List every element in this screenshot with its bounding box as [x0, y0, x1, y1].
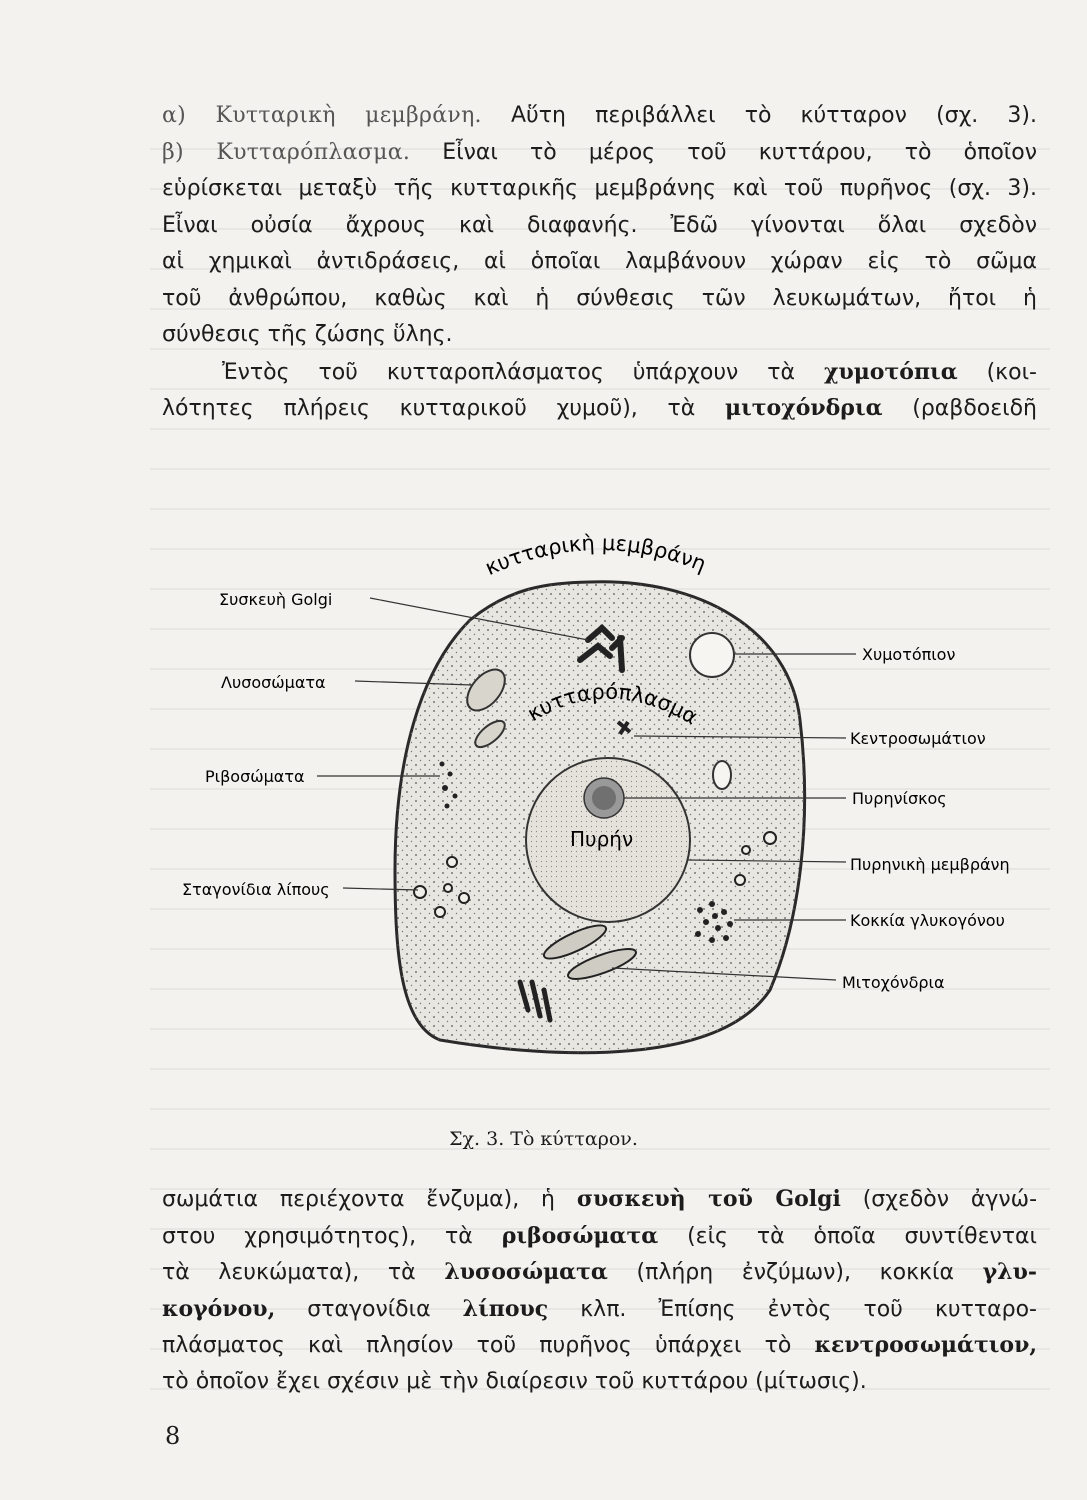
- text-span: Ἐντὸς τοῦ κυτταροπλάσματος ὑπάρχουν τὰ: [222, 359, 796, 385]
- text-line: [162, 1181, 1037, 1218]
- vacuole: [690, 633, 734, 677]
- text-line: [162, 354, 1037, 391]
- text-line: τὸ ὁποῖον ἔχει σχέσιν μὲ τὴν διαίρεσιν τοῦ κυττάρου (μίτωσις).: [162, 1368, 867, 1394]
- label-golgi: Συσκευὴ Golgi: [219, 590, 333, 609]
- label-nuclear-membrane: Πυρηνικὴ μεμβράνη: [850, 855, 1010, 874]
- bold-term: κογόνου,: [162, 1295, 276, 1322]
- text-span: λότητες πλήρεις κυτταρικοῦ χυμοῦ), τὰ: [162, 396, 696, 421]
- text-span: Εἶναι τὸ μέρος τοῦ κυττάρου, τὸ ὁποῖον: [442, 139, 1037, 165]
- text-line: [162, 1254, 1037, 1291]
- text-line: σύνθεσις τῆς ζώσης ὕλης.: [162, 322, 453, 347]
- text-line: αἱ χημικαὶ ἀντιδράσεις, αἱ ὁποῖαι λαμβάνουν χώραν εἰς τὸ σῶμα: [162, 249, 1037, 274]
- label-mitochondria: Μιτοχόνδρια: [842, 973, 945, 992]
- bold-term: συσκευὴ τοῦ Golgi: [576, 1186, 841, 1212]
- label-lysosomes: Λυσοσώματα: [221, 673, 326, 692]
- bold-term: λίπους: [462, 1295, 549, 1322]
- text-line: Εἶναι οὐσία ἄχρους καὶ διαφανής. Ἐδῶ γίνονται ὅλαι σχεδὸν: [162, 212, 1037, 238]
- text-line: [162, 1218, 1037, 1255]
- bold-term: λυσοσώματα: [444, 1259, 608, 1285]
- text-line: τοῦ ἀνθρώπου, καθὼς καὶ ἡ σύνθεσις τῶν λευκωμάτων, ἤτοι ἡ: [162, 285, 1037, 311]
- label-cytoplasm: κυτταρόπλασμα: [523, 679, 702, 730]
- text-span: τὰ λευκώματα), τὰ: [162, 1260, 416, 1285]
- figure-caption: Σχ. 3. Τὸ κύτταρον.: [449, 1128, 638, 1150]
- vacuole-small: [713, 761, 731, 789]
- text-span: (εἰς τὰ ὁποῖα συντίθενται: [687, 1223, 1037, 1249]
- text-line: [162, 98, 1037, 135]
- text-span: πλάσματος καὶ πλησίον τοῦ πυρῆνος ὑπάρχει τὸ: [162, 1333, 792, 1358]
- text-span: σωμάτια περιέχοντα ἔνζυμα), ἡ: [162, 1187, 555, 1212]
- text-span: σταγονίδια: [307, 1296, 431, 1322]
- label-vacuole: Χυμοτόπιον: [862, 645, 956, 664]
- bold-term: κεντροσωμάτιον,: [814, 1332, 1037, 1358]
- label-glycogen: Κοκκία γλυκογόνου: [850, 911, 1005, 930]
- nucleolus-core: [592, 786, 616, 810]
- label-cell-membrane: κυτταρικὴ μεμβράνη: [481, 530, 710, 581]
- text-span: (σχεδὸν ἀγνώ-: [862, 1187, 1038, 1212]
- text-span: (πλήρη ἐνζύμων), κοκκία: [636, 1260, 954, 1285]
- label-fat-droplets: Σταγονίδια λίπους: [182, 880, 330, 899]
- upper-text: [162, 98, 1037, 427]
- page-number: 8: [165, 1422, 181, 1450]
- text-line: [162, 1291, 1037, 1328]
- text-line: εὑρίσκεται μεταξὺ τῆς κυτταρικῆς μεμβράνης καὶ τοῦ πυρῆνος (σχ. 3).: [162, 176, 1037, 201]
- text-line: [162, 1327, 1037, 1364]
- text-span: Αὕτη περιβάλλει τὸ κύτταρον (σχ. 3).: [511, 103, 1037, 128]
- text-span: στου χρησιμότητος), τὰ: [162, 1223, 473, 1249]
- bold-term: ριβοσώματα: [501, 1222, 659, 1249]
- text-span: (ραβδοειδῆ: [912, 396, 1037, 421]
- label-nucleus: Πυρήν: [570, 827, 634, 851]
- text-line: [162, 135, 1037, 172]
- lower-text: [162, 1181, 1037, 1400]
- subheading-cytoplasm: β) Κυτταρόπλασμα.: [162, 139, 411, 165]
- bold-term: μιτοχόνδρια: [725, 395, 883, 421]
- label-centrosome: Κεντροσωμάτιον: [850, 729, 986, 748]
- text-line: [162, 390, 1037, 427]
- label-nucleolus: Πυρηνίσκος: [852, 789, 947, 808]
- bold-term: γλυ-: [982, 1259, 1037, 1285]
- cell-figure: [0, 520, 1087, 1080]
- text-span: (κοι-: [986, 359, 1037, 385]
- label-ribosomes: Ριβοσώματα: [205, 767, 305, 786]
- text-span: κλπ. Ἐπίσης ἐντὸς τοῦ κυτταρο-: [580, 1296, 1037, 1322]
- subheading-membrane: α) Κυτταρικὴ μεμβράνη.: [162, 103, 482, 128]
- cell-diagram: [0, 520, 1087, 1080]
- bold-term: χυμοτόπια: [823, 358, 958, 385]
